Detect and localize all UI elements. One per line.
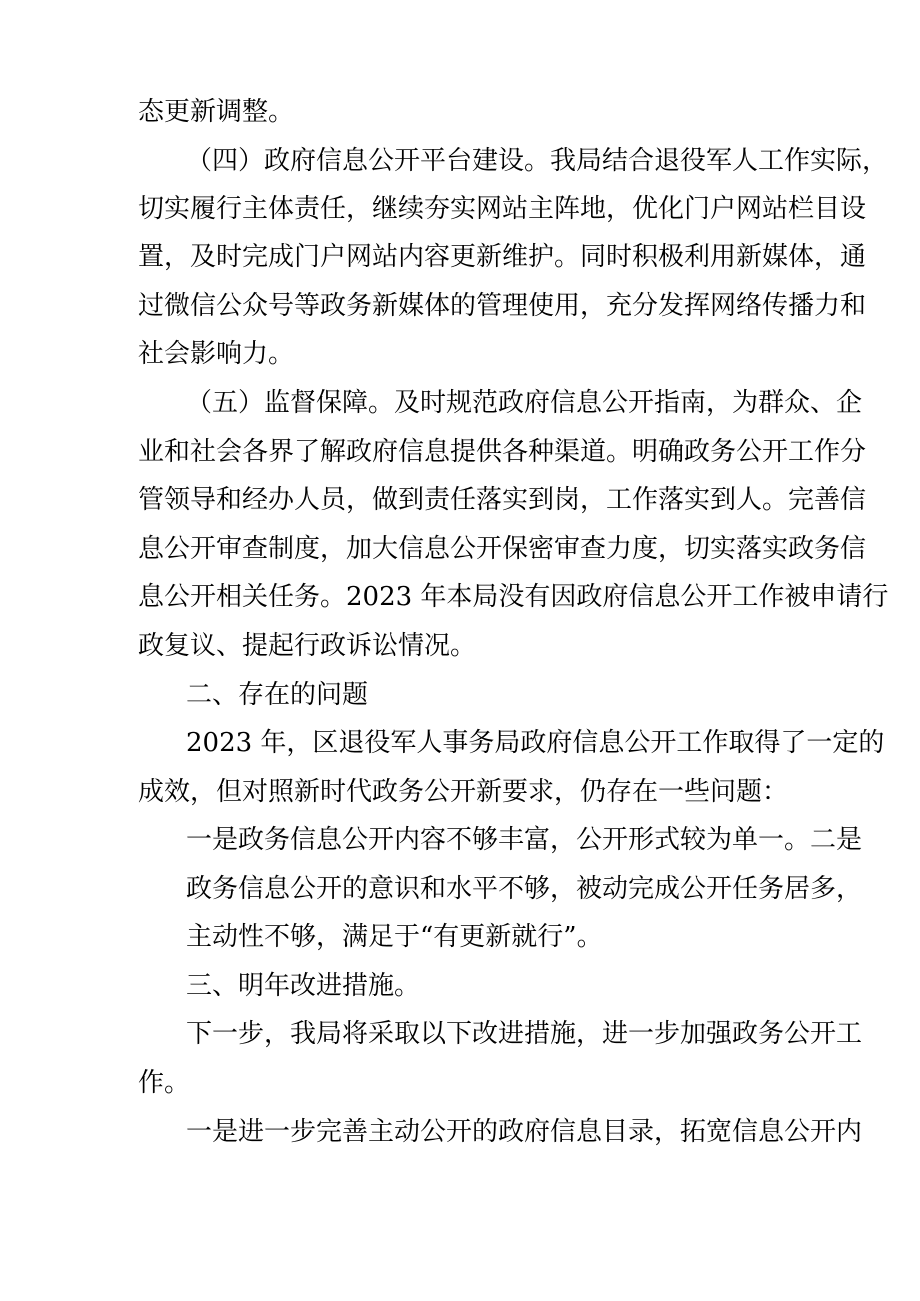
paragraph-line: 2023 年，区退役军人事务局政府信息公开工作取得了一定的: [186, 728, 885, 758]
paragraph-line: （五）监督保障。及时规范政府信息公开指南，为群众、企: [186, 388, 863, 418]
paragraph-line: 管领导和经办人员，做到责任落实到岗，工作落实到人。完善信: [138, 485, 867, 515]
section-heading-problems: 二、存在的问题: [186, 680, 369, 710]
paragraph-line: 切实履行主体责任，继续夯实网站主阵地，优化门户网站栏目设: [138, 194, 867, 224]
paragraph-line: 一是政务信息公开内容不够丰富，公开形式较为单一。二是: [186, 825, 863, 855]
paragraph-line: 社会影响力。: [138, 339, 295, 369]
paragraph-line: 主动性不够，满足于“有更新就行”。: [186, 922, 603, 952]
paragraph-line: 息公开审查制度，加大信息公开保密审查力度，切实落实政务信: [138, 534, 867, 564]
paragraph-line: 过微信公众号等政务新媒体的管理使用，充分发挥网络传播力和: [138, 291, 867, 321]
paragraph-line: 置，及时完成门户网站内容更新维护。同时积极利用新媒体，通: [138, 242, 867, 272]
paragraph-line: 态更新调整。: [138, 97, 295, 127]
paragraph-line: 息公开相关任务。2023 年本局没有因政府信息公开工作被申请行: [138, 582, 889, 612]
paragraph-line: 政务信息公开的意识和水平不够，被动完成公开任务居多，: [186, 874, 863, 904]
section-heading-improvements: 三、明年改进措施。: [186, 971, 421, 1001]
paragraph-line: 一是进一步完善主动公开的政府信息目录，拓宽信息公开内: [186, 1117, 863, 1147]
paragraph-line: 业和社会各界了解政府信息提供各种渠道。明确政务公开工作分: [138, 437, 867, 467]
paragraph-line: 作。: [138, 1068, 191, 1098]
paragraph-line: 政复议、提起行政诉讼情况。: [138, 631, 477, 661]
paragraph-line: 下一步，我局将采取以下改进措施，进一步加强政务公开工: [186, 1019, 863, 1049]
paragraph-line: 成效，但对照新时代政务公开新要求，仍存在一些问题：: [138, 777, 789, 807]
paragraph-line: （四）政府信息公开平台建设。我局结合退役军人工作实际，: [186, 146, 889, 176]
